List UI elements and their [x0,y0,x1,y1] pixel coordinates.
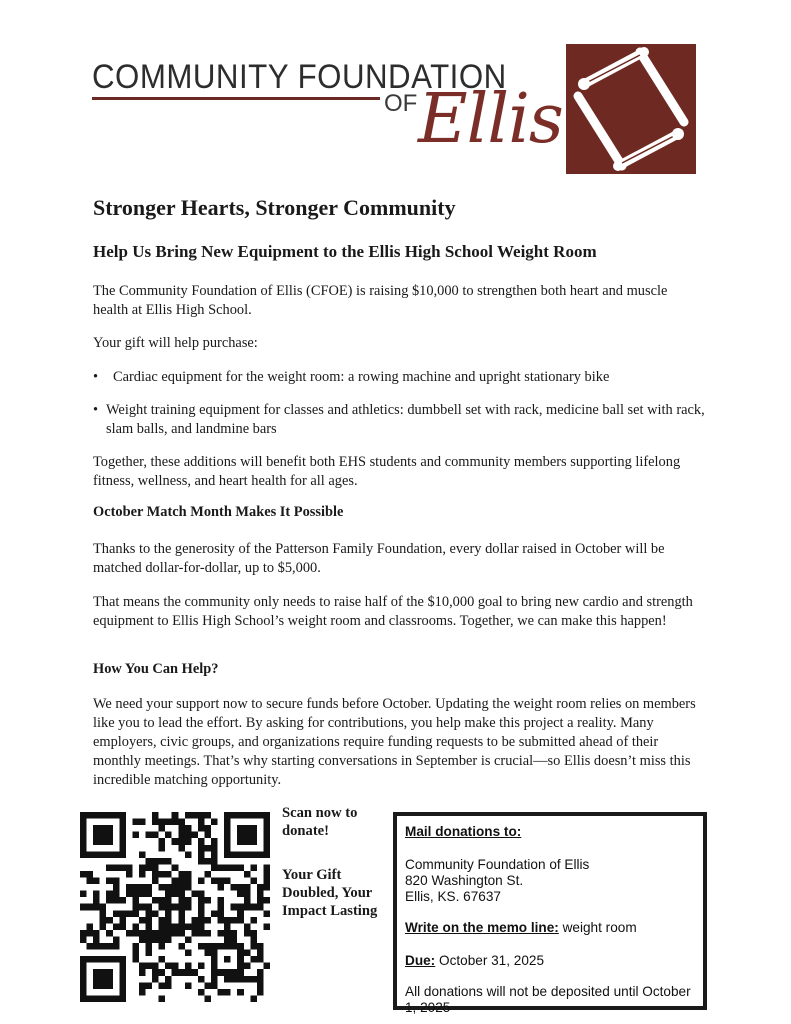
memo-label: Write on the memo line: [405,920,559,935]
due-line [405,953,544,969]
header-rule [92,97,380,100]
memo-value: weight room [558,920,637,935]
match-heading: October Match Month Makes It Possible [93,504,344,520]
letterhead [88,40,700,180]
bullet-dot: • [93,402,99,418]
due-label: Due: [405,953,436,968]
mail-heading: Mail donations to: [405,824,522,839]
list-item-text: Weight training equipment for classes and athletics: dumbbell set with rack, medicine ball set with rack, slam balls, and landmine bars [106,402,705,437]
match-paragraph-2: That means the community only needs to raise half of the $10,000 goal to bring new cardio and strength equipment to Ellis High School’s weight room and classrooms. Together, we can make this happen! [93,594,693,629]
list-item-text: Cardiac equipment for the weight room: a rowing machine and upright stationary bike [113,369,610,385]
together-paragraph: Together, these additions will benefit both EHS students and community members supporting lifelong fitness, wellness, and heart health for all ages. [93,454,681,489]
tagline-text: Your Gift Doubled, Your Impact Lasting [282,867,378,919]
mail-address: Community Foundation of Ellis 820 Washington St. Ellis, KS. 67637 [405,857,590,904]
org-name-ellis: Ellis [418,80,563,159]
page-subtitle: Help Us Bring New Equipment to the Ellis High School Weight Room [93,242,597,261]
due-value: October 31, 2025 [435,953,545,968]
match-paragraph-1: Thanks to the generosity of the Patterson Family Foundation, every dollar raised in October will be matched dollar-for-dollar, up to $5,000. [93,541,665,576]
org-name-of: OF [384,90,418,117]
scan-now-text: Scan now to donate! [282,805,358,839]
help-heading: How You Can Help? [93,661,219,677]
mail-donations-box [393,812,707,1015]
memo-line [405,920,637,936]
scan-callout [282,804,382,920]
page-title: Stronger Hearts, Stronger Community [93,195,456,220]
qr-code-icon[interactable] [80,812,270,1002]
bullet-dot: • [93,369,99,385]
deposit-note: All donations will not be deposited until October 1, 2025 [405,984,691,1015]
intro-paragraph: The Community Foundation of Ellis (CFOE) is raising $10,000 to strengthen both heart and muscle health at Ellis High School. [93,283,668,318]
gift-lead-text: Your gift will help purchase: [93,335,258,351]
org-name-line1: COMMUNITY FOUNDATION [92,58,507,96]
crossed-bars-icon [566,44,696,174]
help-paragraph: We need your support now to secure funds before October. Updating the weight room relies on members like you to lead the effort. By asking for contributions, you help make this project a reality. Many employers, civic groups, and organizations require funding requests to be submitted ahead of their monthly meetings. That’s why starting conversations in September is crucial—so Ellis doesn’t miss this incredible matching opportunity. [93,696,696,788]
